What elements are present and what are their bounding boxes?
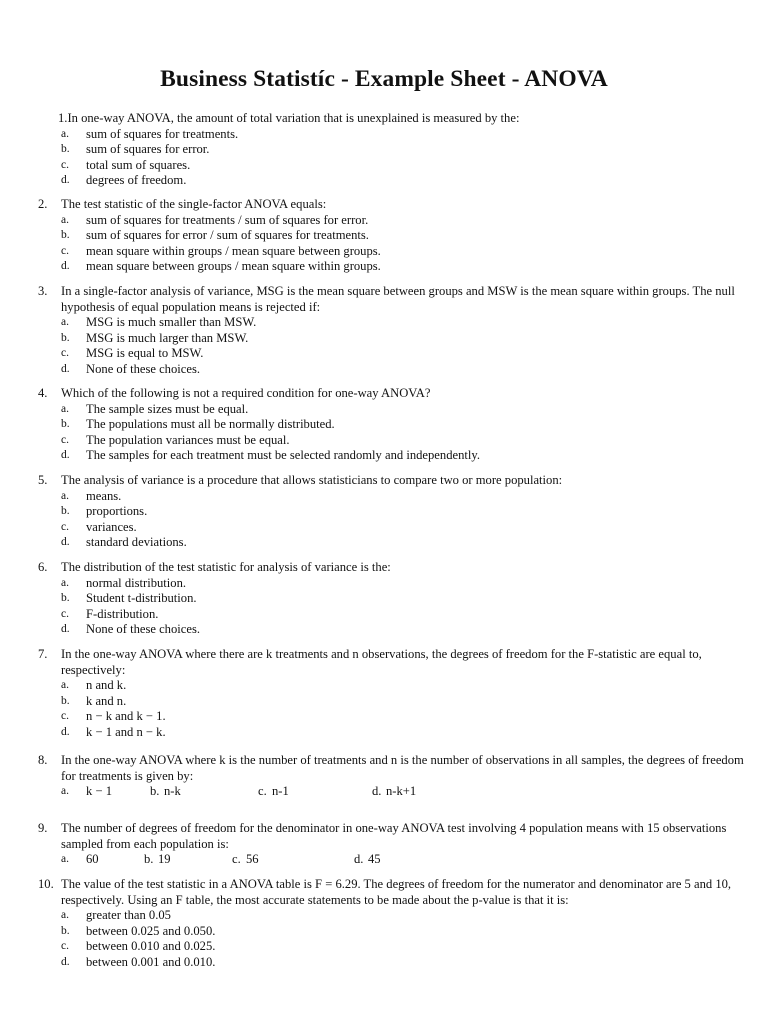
question-text: In the one-way ANOVA where there are k treatments and n observations, the degrees of freedom for the F-statistic are equal to, respectively:: [61, 647, 702, 677]
question-number: 2.: [38, 197, 48, 211]
option-d: d. standard deviations.: [61, 535, 187, 549]
option-b: b. MSG is much larger than MSW.: [61, 330, 249, 345]
question-6: [38, 560, 754, 638]
question-number: 6.: [38, 560, 48, 574]
option-c: c. The population variances must be equal.: [61, 432, 290, 447]
option-b: b. The populations must all be normally distributed.: [61, 417, 335, 431]
option-b: b. sum of squares for error / sum of squares for treatments.: [61, 228, 369, 242]
option-c: c. n-1: [258, 784, 289, 798]
question-number: 7.: [38, 647, 48, 661]
option-b: b. k and n.: [61, 693, 127, 708]
question-8: [38, 753, 754, 800]
option-a: a. sum of squares for treatments / sum of squares for error.: [61, 212, 369, 227]
question-text: The number of degrees of freedom for the denominator in one-way ANOVA test involving 4 population means with 15 observations sampled from each population is:: [61, 821, 727, 851]
question-4: [38, 386, 754, 464]
option-c: c. n − k and k − 1.: [61, 709, 166, 723]
option-a: a. normal distribution.: [61, 575, 187, 590]
option-d: d. None of these choices.: [61, 622, 201, 636]
option-c: c. between 0.010 and 0.025.: [61, 939, 216, 953]
question-number: 8.: [38, 753, 48, 767]
option-c: c. F-distribution.: [61, 606, 159, 621]
option-c: c. mean square within groups / mean square between groups.: [61, 243, 381, 258]
option-d: d. The samples for each treatment must be selected randomly and independently.: [61, 448, 480, 462]
option-b: b. n-k: [150, 784, 181, 798]
question-10: [38, 877, 754, 970]
option-b: b. proportions.: [61, 504, 148, 518]
question-7: [38, 647, 754, 740]
option-a: a. means.: [61, 488, 122, 503]
question-text: The test statistic of the single-factor ANOVA equals:: [61, 197, 327, 211]
option-b: b. 19: [144, 852, 171, 866]
page-title: Business Statistíc - Example Sheet - ANOVA: [160, 66, 608, 92]
option-a: a. greater than 0.05: [61, 908, 171, 922]
question-text: The distribution of the test statistic for analysis of variance is the:: [61, 560, 391, 574]
question-text: The value of the test statistic in a ANOVA table is F = 6.29. The degrees of freedom for the numerator and denominator are 5 and 10, respectively. Using an F table, the most accurate statements to be made about the p-value is that it is:: [61, 877, 732, 907]
question-text: In the one-way ANOVA where k is the number of treatments and n is the number of observations in all samples, the degrees of freedom for treatments is given by:: [61, 753, 744, 783]
option-a: a. MSG is much smaller than MSW.: [61, 315, 257, 329]
option-d: d. n-k+1: [372, 784, 417, 798]
question-number: 10.: [38, 877, 54, 891]
option-b: b. sum of squares for error.: [61, 142, 210, 156]
option-d: d. k − 1 and n − k.: [61, 724, 166, 739]
question-text: Which of the following is not a required condition for one-way ANOVA?: [61, 386, 431, 400]
option-d: d. mean square between groups / mean square within groups.: [61, 259, 381, 273]
option-d: d. None of these choices.: [61, 361, 201, 376]
question-number: 1.: [58, 111, 68, 125]
question-number: 3.: [38, 284, 48, 298]
option-d: d. between 0.001 and 0.010.: [61, 954, 216, 969]
question-text: The analysis of variance is a procedure that allows statisticians to compare two or more population:: [61, 473, 563, 487]
question-text: In a single-factor analysis of variance, MSG is the mean square between groups and MSW is the mean square within groups. The null hypothesis of equal population means is rejected if:: [61, 284, 735, 314]
question-number: 4.: [38, 386, 48, 400]
question-number: 9.: [38, 821, 48, 835]
option-d: d. degrees of freedom.: [61, 173, 187, 187]
option-b: b. between 0.025 and 0.050.: [61, 923, 216, 938]
question-9: [38, 821, 754, 868]
option-c: c. variances.: [61, 519, 137, 534]
question-text: In one-way ANOVA, the amount of total variation that is unexplained is measured by the:: [67, 111, 520, 125]
question-1: [38, 111, 754, 189]
question-2: [38, 197, 754, 275]
question-5: [38, 473, 754, 551]
question-number: 5.: [38, 473, 48, 487]
option-d: d. 45: [354, 852, 381, 866]
option-a: a. sum of squares for treatments.: [61, 126, 239, 141]
option-b: b. Student t-distribution.: [61, 591, 197, 605]
option-a: a. 60: [61, 852, 99, 866]
option-c: c. 56: [232, 852, 259, 866]
option-c: c. MSG is equal to MSW.: [61, 346, 204, 360]
option-c: c. total sum of squares.: [61, 157, 191, 172]
question-3: [38, 284, 754, 377]
option-a: a. n and k.: [61, 678, 127, 692]
option-a: a. The sample sizes must be equal.: [61, 401, 249, 416]
option-a: a. k − 1: [61, 784, 112, 798]
